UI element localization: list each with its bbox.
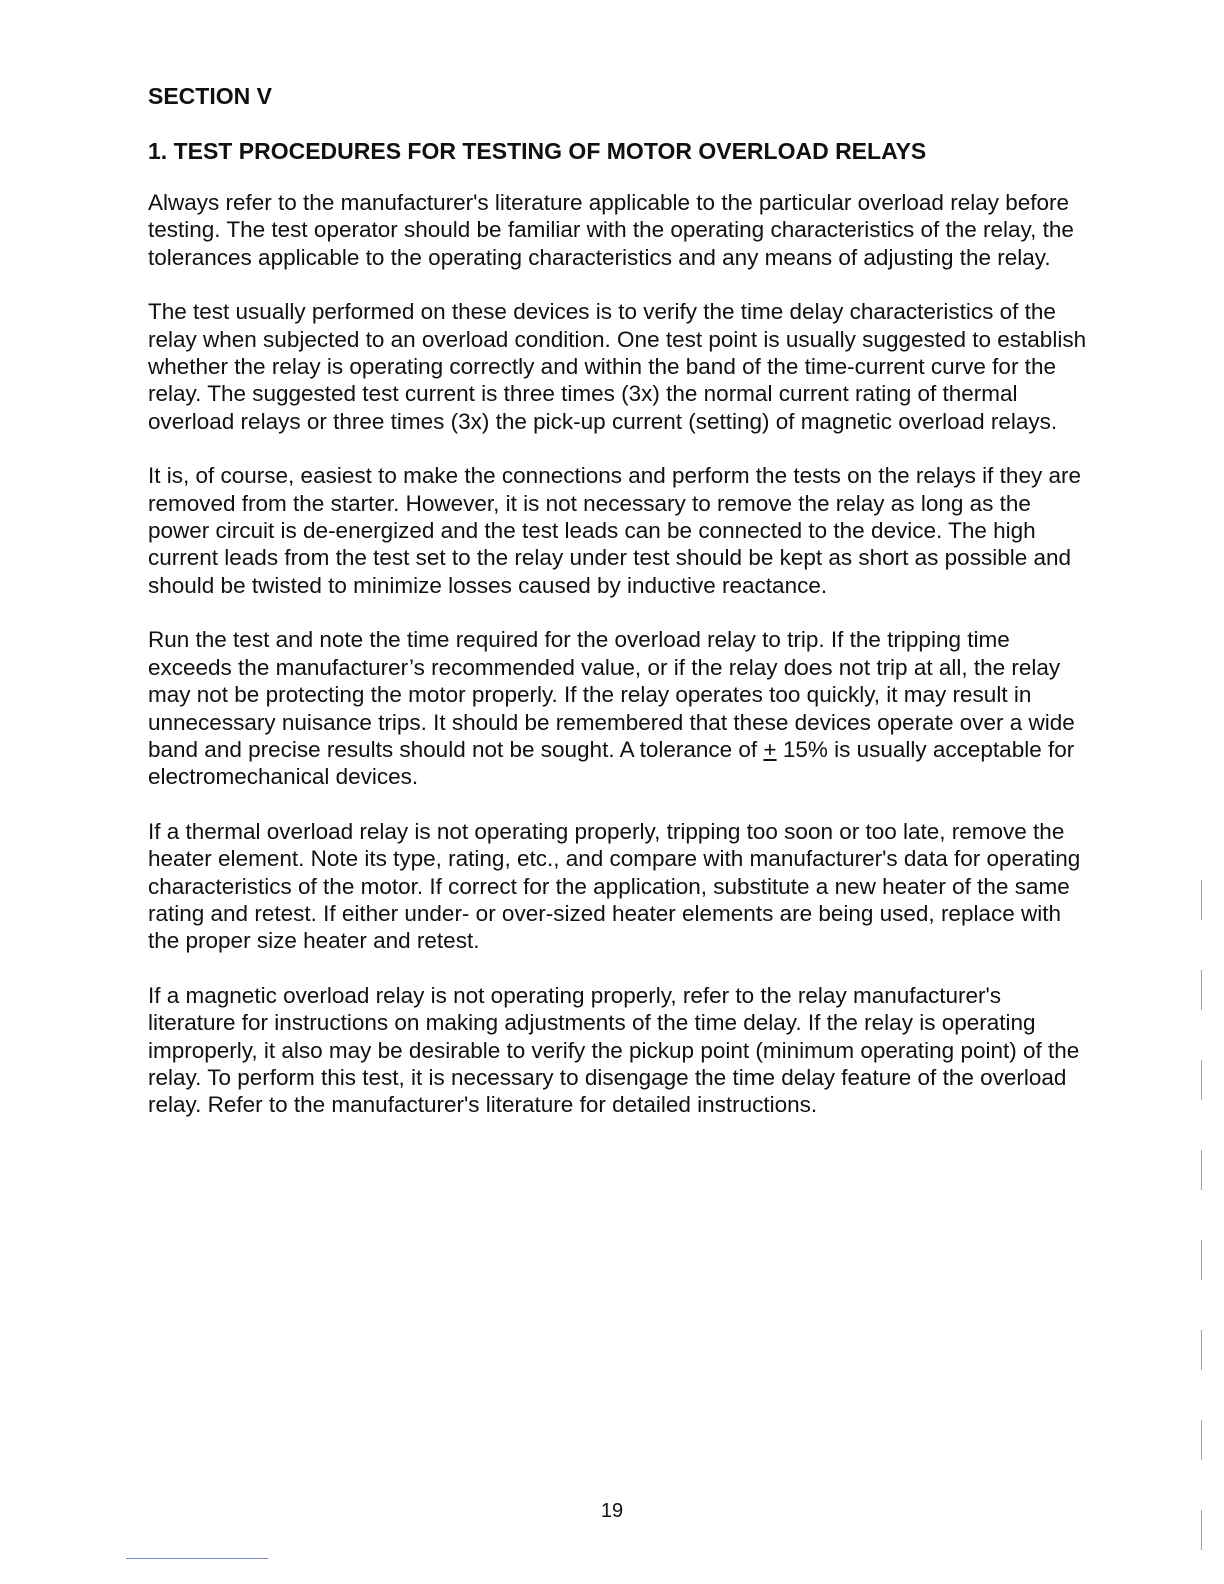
section-heading: 1. TEST PROCEDURES FOR TESTING OF MOTOR OVERLOAD RELAYS [148, 138, 927, 164]
paragraph-thermal-relay: If a thermal overload relay is not operating properly, tripping too soon or too late, remove the heater element. Note its type, rating, etc., and compare with manufacturer's data for operating characteristics of the motor. If correct for the application, substitute a new heater of the same rating and retest. If either under- or over-sized heater elements are being used, replace with the proper size heater and retest. [148, 818, 1081, 954]
scan-edge-artifact [1201, 880, 1202, 1560]
run-test-text-before: Run the test and note the time required for the overload relay to trip. If the tripping time exceeds the manufacturer’s recommended value, or if the relay does not trip at all, the relay may not be protecting the motor properly. If the relay operates too quickly, it may result in unnecessary nuisance trips. It should be remembered that these devices operate over a wide band and precise results should not be sought. A tolerance of [148, 627, 1075, 762]
plus-minus-symbol: + [763, 736, 777, 762]
paragraph-connections: It is, of course, easiest to make the connections and perform the tests on the relays if they are removed from the starter. However, it is not necessary to remove the relay as long as the power circuit is de-energized and the test leads can be connected to the device. The high current leads from the test set to the relay under test should be kept as short as possible and should be twisted to minimize losses caused by inductive reactance. [148, 463, 1081, 598]
paragraph-run-test [148, 626, 1088, 790]
paragraph-refer-literature: Always refer to the manufacturer's literature applicable to the particular overload relay before testing. The test operator should be familiar with the operating characteristics of the relay, the tolerances applicable to the operating characteristics and any means of adjusting the relay. [148, 190, 1074, 270]
paragraph-test-performed: The test usually performed on these devices is to verify the time delay characteristics of the relay when subjected to an overload condition. One test point is usually suggested to establish whether the relay is operating correctly and within the band of the time-current curve for the relay. The suggested test current is three times (3x) the normal current rating of thermal overload relays or three times (3x) the pick-up current (setting) of magnetic overload relays. [148, 299, 1087, 434]
run-test-text-after: 15% is usually acceptable for electromechanical devices. [148, 736, 1075, 790]
page-number: 19 [600, 1500, 624, 1522]
document-page [148, 82, 1088, 1119]
section-label: SECTION V [148, 83, 272, 109]
bottom-rule [126, 1558, 268, 1559]
paragraph-magnetic-relay: If a magnetic overload relay is not operating properly, refer to the relay manufacturer's literature for instructions on making adjustments of the time delay. If the relay is operating improperly, it also may be desirable to verify the pickup point (minimum operating point) of the relay. To perform this test, it is necessary to disengage the time delay feature of the overload relay. Refer to the manufacturer's literature for detailed instructions. [148, 982, 1080, 1118]
